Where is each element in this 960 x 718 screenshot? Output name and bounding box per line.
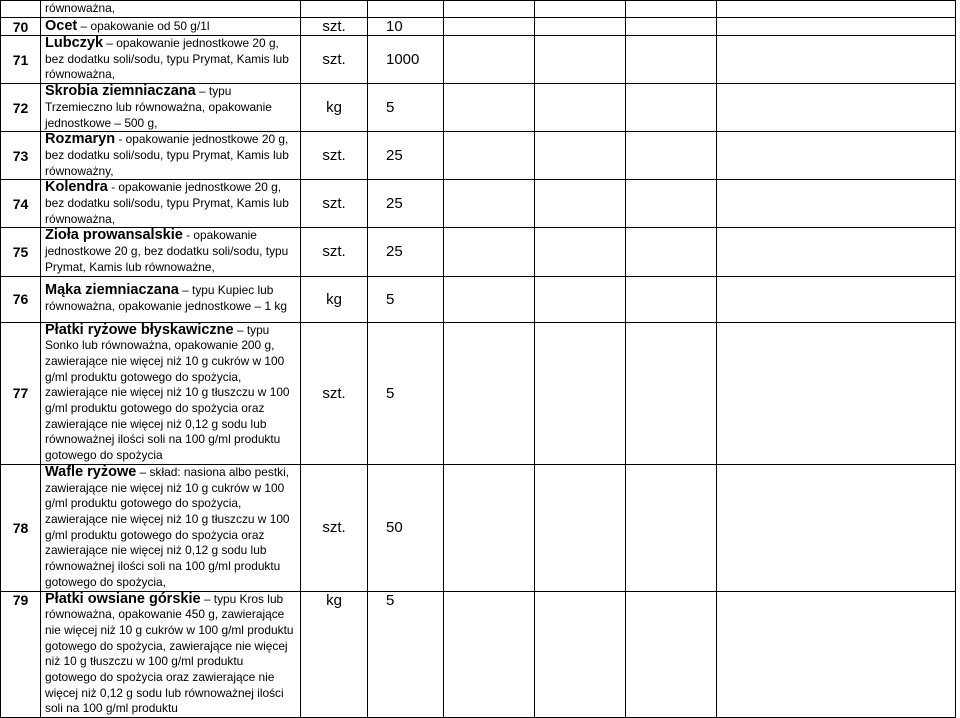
- product-description: [41, 591, 301, 718]
- product-description: [41, 228, 301, 276]
- empty-cell: [717, 36, 956, 84]
- row-number: [1, 1, 41, 18]
- unit-cell: szt.: [301, 228, 368, 276]
- empty-cell: [626, 18, 717, 36]
- table-row: [1, 1, 956, 18]
- empty-cell: [444, 276, 535, 322]
- row-number: 79: [1, 591, 41, 718]
- empty-cell: [717, 228, 956, 276]
- empty-cell: [444, 228, 535, 276]
- product-title: Płatki owsiane górskie: [45, 591, 201, 607]
- product-details: – typu Trzemieczno lub równoważna, opakowanie jednostkowe – 500 g,: [45, 84, 272, 130]
- product-description: [41, 1, 301, 18]
- empty-cell: [626, 36, 717, 84]
- product-details: równoważna,: [45, 1, 116, 16]
- unit-cell: szt.: [301, 36, 368, 84]
- empty-cell: [717, 180, 956, 228]
- empty-cell: [717, 132, 956, 180]
- row-number: 71: [1, 36, 41, 84]
- empty-cell: [444, 132, 535, 180]
- product-details: – skład: nasiona albo pestki, zawierające nie więcej niż 10 g cukrów w 100 g/ml produktu gotowego do spożycia, zawierające nie więcej niż 10 g tłuszczu w 100 g/ml produktu gotowego do spożycia oraz zawierające nie więcej niż 0,12 g sodu lub równoważnej ilości soli na 100 g/ml produktu gotowego do spożycia,: [45, 464, 290, 589]
- product-title: Kolendra: [45, 179, 108, 196]
- empty-cell: [444, 591, 535, 718]
- product-details: – typu Kupiec lub równoważna, opakowanie jednostkowe – 1 kg: [45, 283, 287, 314]
- empty-cell: [626, 322, 717, 464]
- product-description: [41, 180, 301, 228]
- product-details: - opakowanie jednostkowe 20 g, bez dodatku soli/sodu, typu Prymat, Kamis lub równoważna,: [45, 180, 289, 226]
- row-number: 72: [1, 84, 41, 132]
- empty-cell: [535, 180, 626, 228]
- product-title: Skrobia ziemniaczana: [45, 83, 196, 100]
- table-row: [1, 180, 956, 228]
- product-details: – opakowanie od 50 g/1l: [77, 18, 210, 33]
- empty-cell: [535, 464, 626, 591]
- empty-cell: [444, 84, 535, 132]
- table-row: [1, 84, 956, 132]
- empty-cell: [717, 322, 956, 464]
- row-number: 73: [1, 132, 41, 180]
- empty-cell: [444, 322, 535, 464]
- product-description: [41, 36, 301, 84]
- unit-cell: szt.: [301, 322, 368, 464]
- empty-cell: [444, 36, 535, 84]
- product-details: - opakowanie jednostkowe 20 g, bez dodatku soli/sodu, typu Prymat, Kamis lub równoważne,: [45, 228, 289, 274]
- empty-cell: [717, 464, 956, 591]
- empty-cell: [535, 591, 626, 718]
- unit-cell: szt.: [301, 180, 368, 228]
- row-number: 76: [1, 276, 41, 322]
- empty-cell: [626, 84, 717, 132]
- empty-cell: [626, 1, 717, 18]
- product-description: [41, 132, 301, 180]
- empty-cell: [535, 322, 626, 464]
- product-title: Mąka ziemniaczana: [45, 282, 179, 299]
- empty-cell: [626, 180, 717, 228]
- unit-cell: szt.: [301, 132, 368, 180]
- row-number: 70: [1, 18, 41, 36]
- empty-cell: [535, 132, 626, 180]
- product-details: – opakowanie jednostkowe 20 g, bez dodatku soli/sodu, typu Prymat, Kamis lub równoważna,: [45, 36, 289, 82]
- unit-cell: [301, 1, 368, 18]
- empty-cell: [626, 276, 717, 322]
- unit-cell: szt.: [301, 18, 368, 36]
- unit-cell: kg: [301, 276, 368, 322]
- table-row: [1, 132, 956, 180]
- empty-cell: [717, 84, 956, 132]
- product-description: [41, 84, 301, 132]
- quantity-cell: 5: [368, 276, 444, 322]
- row-number: 74: [1, 180, 41, 228]
- empty-cell: [535, 228, 626, 276]
- empty-cell: [717, 18, 956, 36]
- product-title: Lubczyk: [45, 35, 104, 51]
- quantity-cell: 25: [368, 180, 444, 228]
- empty-cell: [717, 1, 956, 18]
- product-title: Zioła prowansalskie: [45, 227, 183, 244]
- empty-cell: [626, 464, 717, 591]
- table-row: [1, 18, 956, 36]
- unit-cell: kg: [301, 84, 368, 132]
- product-details: – typu Kros lub równoważna, opakowanie 450 g, zawierające nie więcej niż 10 g cukrów w 100 g/ml produktu gotowego do spożycia, zawierające nie więcej niż 10 g tłuszczu w 100 g/ml produktu gotowego do spożycia oraz zawierające nie więcej niż 0,12 g sodu lub równoważnej ilości soli na 100 g/ml produktu: [45, 591, 294, 716]
- row-number: 77: [1, 322, 41, 464]
- quantity-cell: 1000: [368, 36, 444, 84]
- empty-cell: [444, 18, 535, 36]
- table-row: [1, 36, 956, 84]
- quantity-cell: 5: [368, 84, 444, 132]
- empty-cell: [444, 180, 535, 228]
- product-title: Rozmaryn: [45, 131, 116, 148]
- empty-cell: [535, 276, 626, 322]
- table-row: [1, 464, 956, 591]
- quantity-cell: 5: [368, 322, 444, 464]
- unit-cell: kg: [301, 591, 368, 718]
- unit-cell: szt.: [301, 464, 368, 591]
- product-description: [41, 18, 301, 36]
- quantity-cell: 50: [368, 464, 444, 591]
- empty-cell: [626, 132, 717, 180]
- empty-cell: [535, 18, 626, 36]
- empty-cell: [535, 36, 626, 84]
- product-details: - opakowanie jednostkowe 20 g, bez dodatku soli/sodu, typu Prymat, Kamis lub równoważny,: [45, 132, 289, 178]
- quantity-cell: 25: [368, 228, 444, 276]
- table-row: [1, 322, 956, 464]
- empty-cell: [626, 591, 717, 718]
- product-description: [41, 322, 301, 464]
- empty-cell: [535, 84, 626, 132]
- product-title: Wafle ryżowe: [45, 464, 137, 480]
- row-number: 78: [1, 464, 41, 591]
- empty-cell: [444, 1, 535, 18]
- table-row: [1, 276, 956, 322]
- product-details: – typu Sonko lub równoważna, opakowanie 200 g, zawierające nie więcej niż 10 g cukrów w 100 g/ml produktu gotowego do spożycia, zawierające nie więcej niż 10 g tłuszczu w 100 g/ml produktu gotowego do spożycia oraz zawierające nie więcej niż 0,12 g sodu lub równoważnej ilości soli na 100 g/ml produktu gotowego do spożycia: [45, 322, 290, 463]
- empty-cell: [626, 228, 717, 276]
- empty-cell: [535, 1, 626, 18]
- product-title: Ocet: [45, 17, 78, 34]
- quantity-cell: 5: [368, 591, 444, 718]
- table-row: [1, 228, 956, 276]
- empty-cell: [717, 276, 956, 322]
- quantity-cell: 10: [368, 18, 444, 36]
- product-title: Płatki ryżowe błyskawiczne: [45, 322, 234, 338]
- product-description: [41, 276, 301, 322]
- quantity-cell: 25: [368, 132, 444, 180]
- quantity-cell: [368, 1, 444, 18]
- product-description: [41, 464, 301, 591]
- table-row: [1, 591, 956, 718]
- row-number: 75: [1, 228, 41, 276]
- empty-cell: [717, 591, 956, 718]
- empty-cell: [444, 464, 535, 591]
